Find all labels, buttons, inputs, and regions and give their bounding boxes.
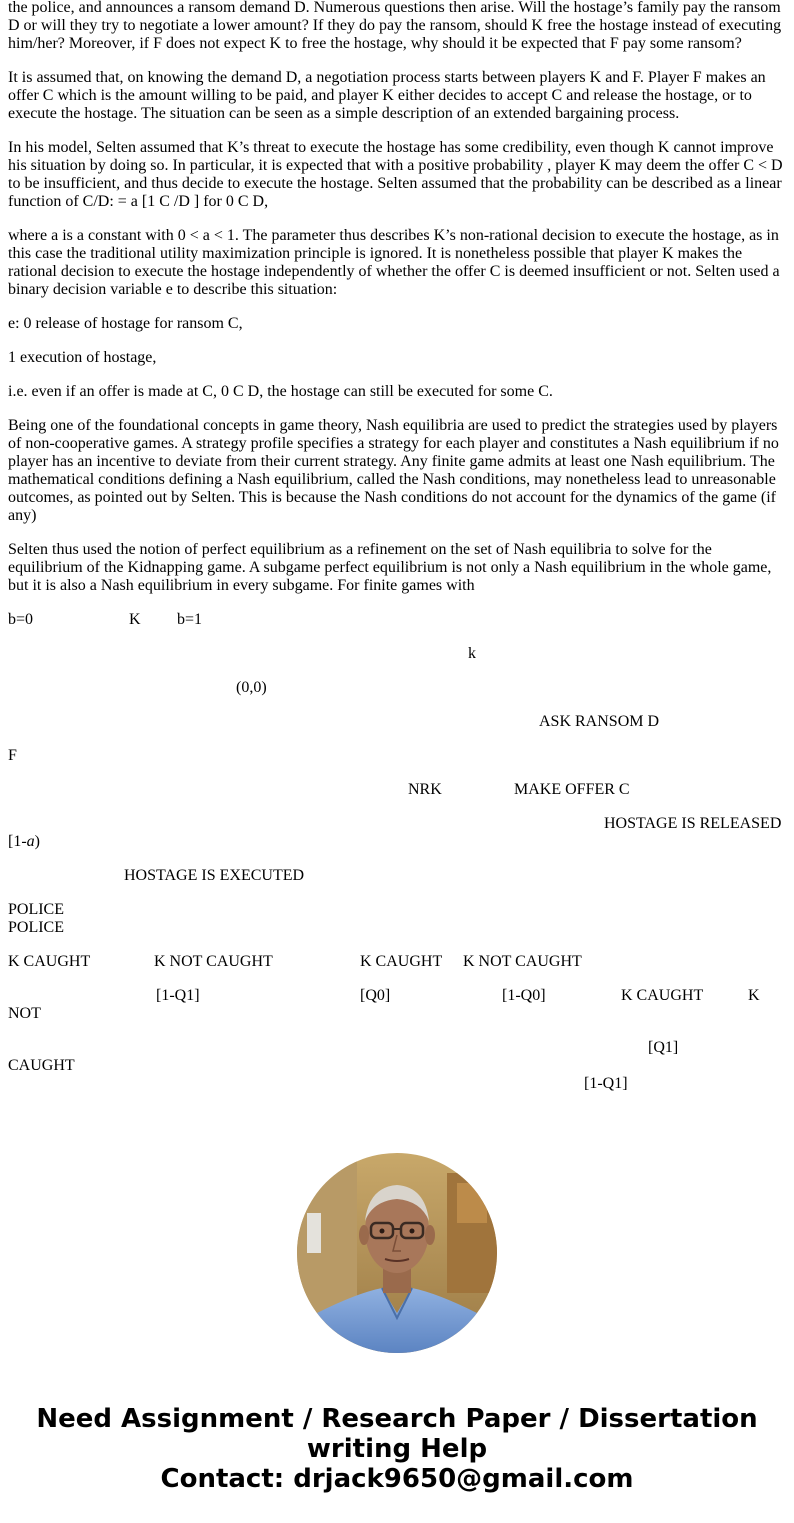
tree-prob-1-q1-a: [1-Q1]	[156, 987, 200, 1004]
tree-label-k-lower: k	[468, 645, 476, 662]
promo-banner	[0, 1404, 794, 1494]
tree-label-f: F	[8, 747, 17, 764]
tree-k-word: K	[748, 987, 760, 1004]
paragraph-perfect-equilibrium: Selten thus used the notion of perfect equilibrium as a refinement on the set of Nash equilibria to solve for the equilibrium of the Kidnapping game. A subgame perfect equilibrium is not only a Nash equilibrium in the whole game, but it is also a Nash equilibrium in every subgame. For finite games with	[8, 541, 772, 594]
tree-hostage-executed: HOSTAGE IS EXECUTED	[124, 867, 305, 884]
tree-label-k-upper: K	[129, 611, 141, 628]
tree-prob-q1: [Q1]	[648, 1039, 679, 1056]
tree-hostage-released: HOSTAGE IS RELEASED	[604, 815, 782, 832]
paragraph-selten-model: In his model, Selten assumed that K’s threat to execute the hostage has some credibility, even though K cannot improve his situation by doing so. In particular, it is expected that with a positive probability , player K may deem the offer C < D to be insufficient, and thus decide to execute the hostage. Selten assumed that the probability can be described as a linear function of C/D: = a [1 C /D ] for 0 C D,	[8, 139, 783, 210]
tree-prob-1-q1-b: [1-Q1]	[584, 1075, 628, 1092]
tree-make-offer: MAKE OFFER C	[514, 781, 630, 798]
paragraph-negotiation: It is assumed that, on knowing the demand D, a negotiation process starts between players K and F. Player F makes an offer C which is the amount willing to be paid, and player K either decides to accept C and release the hostage, or to execute the hostage. The situation can be seen as a simple description of an extended bargaining process.	[8, 69, 766, 122]
tree-k-caught-3: K CAUGHT	[621, 987, 704, 1004]
tree-k-caught-1: K CAUGHT	[8, 953, 91, 970]
tree-one-minus-a: [1-a)	[8, 833, 40, 850]
tree-k-caught-2: K CAUGHT	[360, 953, 443, 970]
promo-line-1: Need Assignment / Research Paper / Dissertation	[36, 1404, 758, 1434]
tree-prob-1-q0: [1-Q0]	[502, 987, 546, 1004]
paragraph-execution: 1 execution of hostage,	[8, 349, 157, 366]
tree-nrk: NRK	[408, 781, 442, 798]
tree-ask-ransom: ASK RANSOM D	[539, 713, 660, 730]
tree-caught-word: CAUGHT	[8, 1057, 75, 1074]
tree-label-b0: b=0	[8, 611, 34, 628]
promo-contact: Contact: drjack9650@gmail.com	[160, 1464, 634, 1494]
paragraph-release: e: 0 release of hostage for ransom C,	[8, 315, 243, 332]
tree-k-not-caught-1: K NOT CAUGHT	[154, 953, 273, 970]
paragraph-intro: the police, and announces a ransom demand D. Numerous questions then arise. Will the hostage’s family pay the ransom D or will they try to negotiate a lower amount? If they do pay the ransom, should K free the hostage instead of executing him/her? Moreover, if F does not expect K to free the hostage, why should it be expected that F pay some ransom?	[8, 0, 782, 52]
tree-police-2: POLICE	[8, 919, 64, 936]
promo-line-2: writing Help	[306, 1434, 488, 1464]
paragraph-nash: Being one of the foundational concepts in game theory, Nash equilibria are used to predict the strategies used by players of non-cooperative games. A strategy profile specifies a strategy for each player and constitutes a Nash equilibrium if no player has an incentive to deviate from their current strategy. Any finite game admits at least one Nash equilibrium. The mathematical conditions defining a Nash equilibrium, called the Nash conditions, may nonetheless lead to unreasonable outcomes, as pointed out by Selten. This is because the Nash conditions do not account for the dynamics of the game (if any)	[8, 417, 779, 524]
author-photo	[297, 1153, 497, 1353]
tree-not-word: NOT	[8, 1005, 41, 1022]
portrait-illustration	[297, 1153, 497, 1353]
tree-label-b1: b=1	[177, 611, 203, 628]
tree-payoff-00: (0,0)	[236, 679, 267, 696]
paragraph-offer-note: i.e. even if an offer is made at C, 0 C D, the hostage can still be executed for some C.	[8, 383, 553, 400]
tree-police-1: POLICE	[8, 901, 64, 918]
tree-k-not-caught-2: K NOT CAUGHT	[463, 953, 582, 970]
paragraph-parameter: where a is a constant with 0 < a < 1. The parameter thus describes K’s non-rational decision to execute the hostage, as in this case the traditional utility maximization principle is ignored. It is nonetheless possible that player K makes the rational decision to execute the hostage independently of whether the offer C is deemed insufficient or not. Selten used a binary decision variable e to describe this situation:	[8, 227, 780, 298]
tree-prob-q0: [Q0]	[360, 987, 391, 1004]
